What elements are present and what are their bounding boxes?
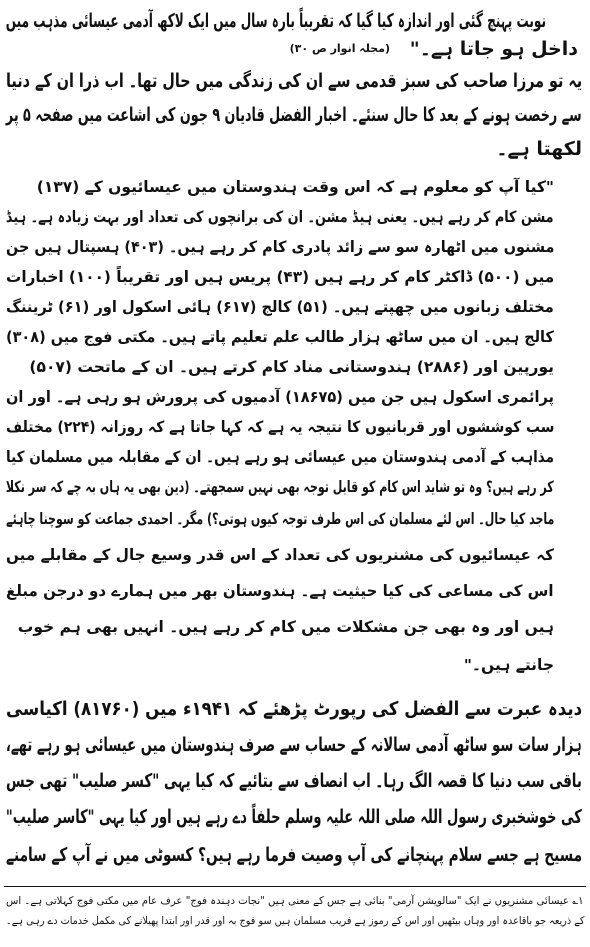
quote-line-9: سب کوششوں اور قربانیوں کا نتیجہ یہ ہے کہ کہا جاتا ہے کہ روزانہ (۲۲۴) مختلف [5, 418, 554, 436]
paragraph-2-line-3: لکھتا ہے۔ [496, 138, 582, 160]
quote-line-13: کہ عیسائیوں کی مشنریوں کی تعداد کے اس قدر وسیع جال کے مقابلے میں [6, 546, 554, 564]
paragraph-1-line-1: نوبت پہنچ گئی اور اندازہ کیا گیا کہ تقریباً بارہ سال میں ایک لاکھ آدمی عیسائی مذہب میں [5, 10, 546, 32]
quote-line-11: کر رہے ہیں؟ وہ تو شاید اس کام کو قابل توجہ بھی نہیں سمجھتے۔ (دین بھی یہ ہاں بہ چے کہ سر نکلا [6, 478, 554, 496]
quote-line-10: مذاہب کے آدمی ہندوستان میں عیسائی ہو رہے ہیں۔ ان کے مقابلہ میں مسلمان کیا [6, 448, 554, 466]
quote-line-4: میں (۵۰۰) ڈاکٹر کام کر رہے ہیں (۴۳) پریس ہیں اور تقریباً (۱۰۰) اخبارات [5, 268, 554, 286]
quote-line-3: مشنوں میں اٹھارہ سو سے زائد پادری کام کر رہے ہیں۔ (۴۰۳) ہسپتال ہیں جن [5, 238, 555, 256]
footnote-separator [4, 886, 586, 887]
quote-line-8: پرائمری اسکول ہیں جن میں (۱۸۶۷۵) آدمیوں کی پرورش ہو رہی ہے۔ اور ان [6, 388, 554, 406]
paragraph-3-line-5: مسیح ہے جسے سلام پہنچانے کی آپ وصیت فرما رہے ہیں؟ کسوٹی میں نے آپ کے سامنے [5, 844, 582, 866]
footnote-line-1: ۱؎ عیسائی مشنریوں نے ایک "سالویشن آرمی" بنائی ہے جس کے معنی ہیں "نجات دہندہ فوج" عرف عام میں مکتی فوج کہلاتی ہے۔ اس [6, 895, 584, 907]
paragraph-2-line-1: یہ تو مرزا صاحب کی سبز قدمی سے ان کی زندگی میں حال تھا۔ اب ذرا ان کے دنیا [5, 70, 582, 92]
footnote-line-2: کے ذریعہ جو باقاعدہ اور وہاں بیٹھیں اور اس کے رموز ہے فریب مسلمان ہیں سو فوج بہ اور قدر اور ابتدا پھیلانے کی مکمل خدمات دے رہی ہے۔ [5, 915, 584, 927]
quote-line-16: جانتے ہیں۔" [463, 656, 554, 674]
quote-line-1: "کیا آپ کو معلوم ہے کہ اس وقت ہندوستان میں عیسائیوں کے (۱۳۷) [36, 178, 554, 196]
quote-line-5: مختلف زبانوں میں چھپتے ہیں۔ (۵۱) کالج (۶۱۷) ہائی اسکول اور (۶۱) ٹریننگ [6, 298, 554, 316]
paragraph-3-line-4: کی خوشخبری رسول اللہ صلی اللہ علیہ وسلم حلفاً دے رہے ہیں اور کیا یہی "کاسر صلیب" [6, 806, 582, 828]
quote-line-15: ہیں اور وہ بھی جن مشکلات میں کام کر رہے ہیں۔ انہیں بھی ہم خوب [17, 618, 554, 636]
paragraph-3-line-2: ہزار سات سو ساٹھ آدمی سالانہ کے حساب سے صرف ہندوستان میں عیسائی ہو رہے تھے، [6, 734, 582, 756]
quote-line-6: کالج ہیں۔ ان میں ساٹھ ہزار طالب علم تعلیم پاتے ہیں۔ مکتی فوج میں (۳۰۸) [6, 328, 554, 346]
quote-line-2: مشن کام کر رہے ہیں۔ یعنی ہیڈ مشن۔ ان کی برانچوں کی تعداد اور بہت زیادہ ہے۔ ہیڈ [6, 208, 554, 226]
quote-line-14: اس کی مساعی کی کیا حیثیت ہے۔ ہندوستان بھر میں ہمارے دو درجن مبلغ [6, 582, 554, 600]
quote-line-12: ماجد کیا حال۔ اس لئے مسلمان کی اس طرف توجہ کیوں ہوتی؟) مگر۔ احمدی جماعت کو سوچنا چاہئے [5, 510, 554, 528]
quote-line-7: یورپین اور (۲۸۸۶) ہندوستانی مناد کام کرتے ہیں۔ ان کے ماتحت (۵۰۷) [29, 358, 554, 376]
paragraph-2-line-2: سے رخصت ہونے کے بعد کا حال سنئے۔ اخبار الفضل قادیان ۹ جون کی اشاعت میں صفحہ ۵ پر [6, 104, 583, 126]
paragraph-3-line-1: دیدہ عبرت سے الفضل کی رپورٹ پڑھئے کہ ۱۹۴۱ء میں (۸۱۷۶۰) اکیاسی [5, 698, 582, 720]
paragraph-1-line-2: داخل ہو جاتا ہے۔" [409, 38, 578, 60]
paragraph-3-line-3: باقی سب دنیا کا قصہ الگ رہا۔ اب انصاف سے بتائیے کہ کیا یہی "کسر صلیب" تھی جس [6, 770, 582, 792]
source-citation: (مجلہ انوار ص ۳۰) [289, 42, 390, 55]
